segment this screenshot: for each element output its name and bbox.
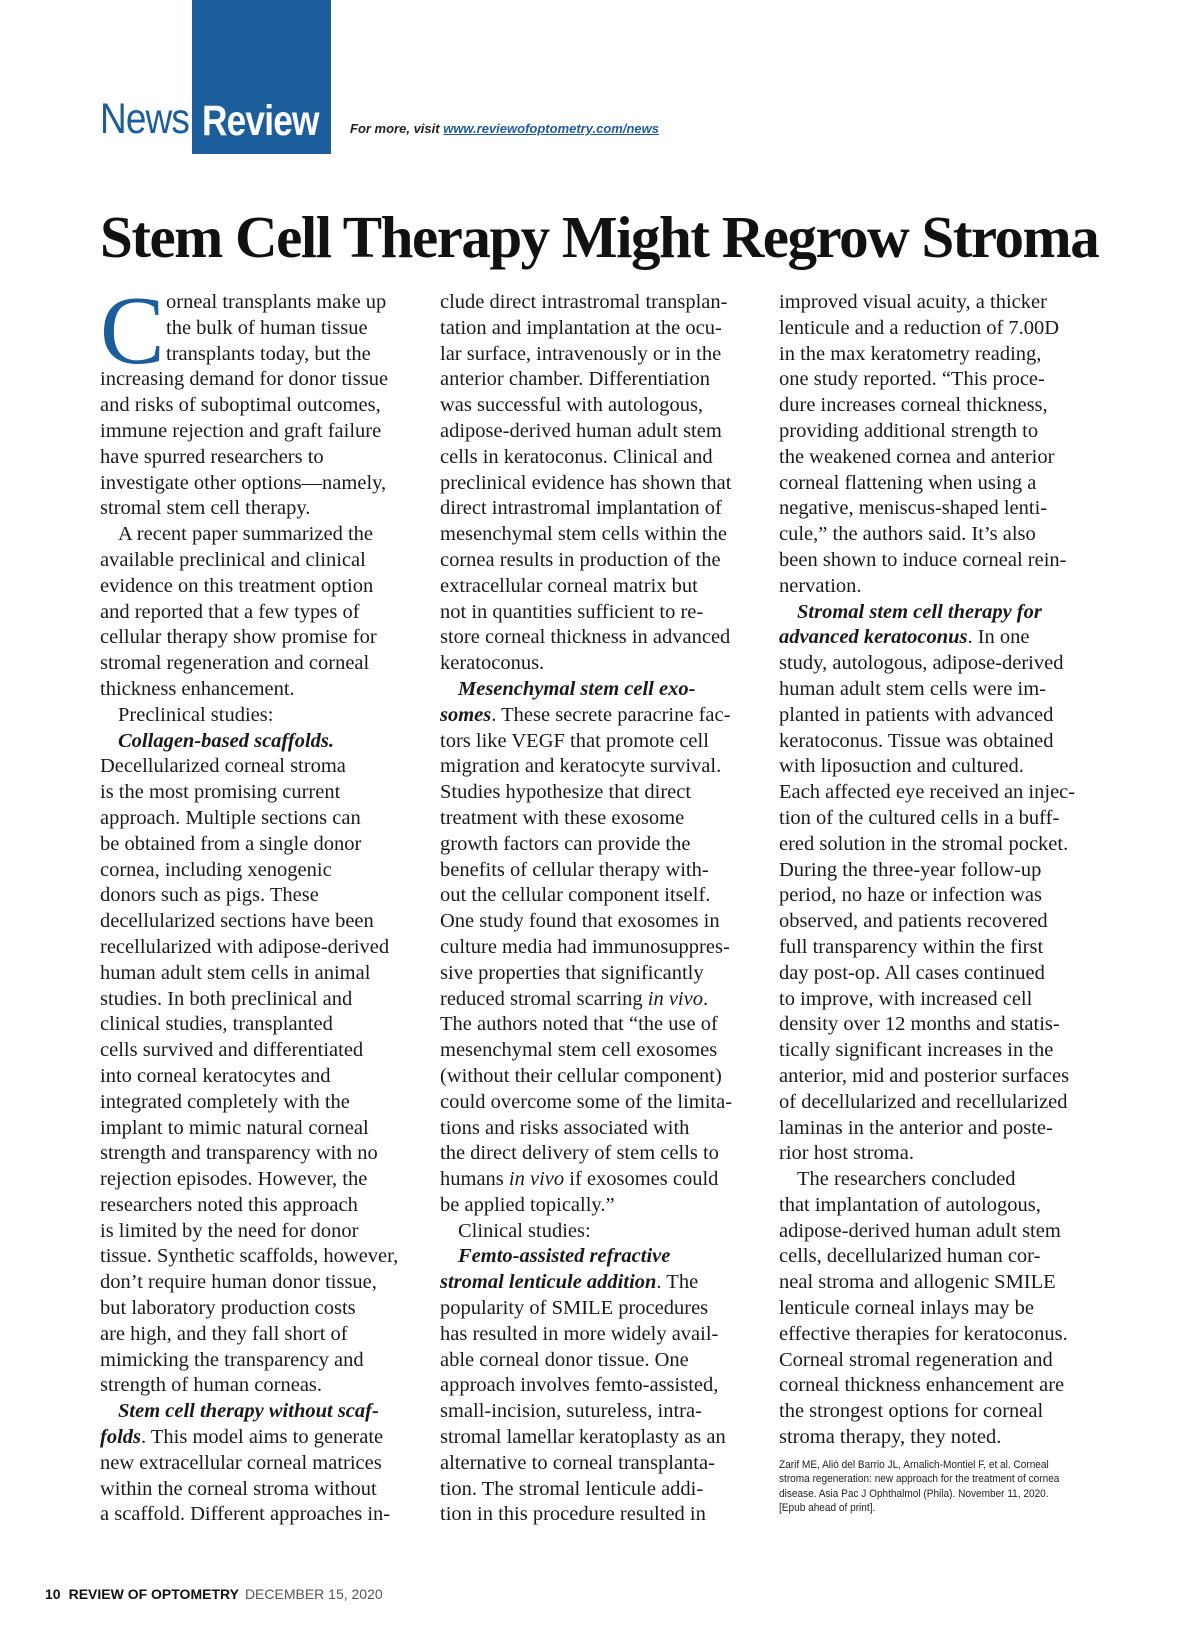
text-line: cornea results in production of the	[440, 548, 721, 571]
section-label-news: News	[100, 95, 190, 143]
text-line: the strongest options for corneal	[779, 1400, 1044, 1423]
text-line: laminas in the anterior and poste-	[779, 1116, 1053, 1139]
text-line: ered solution in the stromal pocket.	[779, 832, 1069, 855]
text-line: lar surface, intravenously or in the	[440, 342, 722, 365]
text-line: period, no haze or infection was	[779, 884, 1042, 907]
reference-line: [Epub ahead of print].	[779, 1502, 876, 1515]
reference-line: disease. Asia Pac J Ophthalmol (Phila). November 11, 2020.	[779, 1487, 1049, 1500]
subhead-without-scaffolds: Stem cell therapy without scaf-	[118, 1400, 379, 1423]
text-line: day post-op. All cases continued	[779, 961, 1045, 984]
text-line: recellularized with adipose-derived	[100, 935, 390, 958]
text-line: tion. The stromal lenticule addi-	[440, 1477, 704, 1500]
text-line: rior host stroma.	[779, 1142, 914, 1165]
text-line: in the max keratometry reading,	[779, 342, 1042, 365]
page-number: 10	[45, 1586, 61, 1602]
reference-citation	[779, 1458, 1090, 1516]
text-line: decellularized sections have been	[100, 910, 374, 933]
text-line: alternative to corneal transplanta-	[440, 1451, 715, 1474]
text-line: was successful with autologous,	[440, 394, 704, 417]
text-line: neal stroma and allogenic SMILE	[779, 1271, 1056, 1294]
text-line: strength of human corneas.	[100, 1374, 323, 1397]
text-line: tion in this procedure resulted in	[440, 1503, 706, 1526]
text-line: with liposuction and cultured.	[779, 755, 1024, 778]
section-label-review: Review	[202, 97, 319, 145]
text-line: that implantation of autologous,	[779, 1193, 1041, 1216]
text-line: cellular therapy show promise for	[100, 626, 377, 649]
text-line: mimicking the transparency and	[100, 1348, 364, 1371]
article-column-3	[779, 290, 1095, 1516]
text-line: researchers noted this approach	[100, 1193, 358, 1216]
text-line: dure increases corneal thickness,	[779, 394, 1048, 417]
text-line: clude direct intrastromal transplan-	[440, 291, 728, 313]
subhead-preclinical: Preclinical studies:	[118, 703, 274, 726]
text-line: somes. These secrete paracrine fac-	[440, 703, 731, 726]
text-line: tions and risks associated with	[440, 1116, 690, 1139]
text-line: immune rejection and graft failure	[100, 419, 382, 442]
text-line: lenticule corneal inlays may be	[779, 1297, 1035, 1320]
text-line: anterior chamber. Differentiation	[440, 368, 710, 391]
text-line: increasing demand for donor tissue	[100, 368, 389, 391]
subhead-collagen-scaffolds: Collagen-based scaffolds.	[118, 729, 335, 752]
text-line: improved visual acuity, a thicker	[779, 291, 1047, 313]
text-line: human adult stem cells in animal	[100, 961, 371, 984]
text-line: stromal regeneration and corneal	[100, 652, 370, 675]
text-line: providing additional strength to	[779, 419, 1039, 442]
text-line: tion of the cultured cells in a buff-	[779, 806, 1060, 829]
reference-line: stroma regeneration: new approach for the treatment of cornea	[779, 1473, 1060, 1486]
subhead-clinical: Clinical studies:	[458, 1219, 591, 1242]
text-line: One study found that exosomes in	[440, 910, 720, 933]
text-line: studies. In both preclinical and	[100, 987, 353, 1010]
text-line: implant to mimic natural corneal	[100, 1116, 369, 1139]
text-line: and risks of suboptimal outcomes,	[100, 394, 381, 417]
text-line: During the three-year follow-up	[779, 858, 1042, 881]
text-line: not in quantities sufficient to re-	[440, 600, 704, 623]
text-line: has resulted in more widely avail-	[440, 1322, 719, 1345]
text-line: within the corneal stroma without	[100, 1477, 377, 1500]
article-column-2	[440, 290, 751, 1528]
text-line: stroma therapy, they noted.	[779, 1426, 1002, 1449]
text-line: is the most promising current	[100, 781, 341, 804]
text-line: investigate other options—namely,	[100, 471, 387, 494]
text-line: advanced keratoconus. In one	[779, 626, 1030, 649]
text-line: treatment with these exosome	[440, 806, 685, 829]
text-line: strength and transparency with no	[100, 1142, 378, 1165]
text-line: approach. Multiple sections can	[100, 806, 361, 829]
more-info-line	[350, 121, 659, 136]
text-line: nervation.	[779, 574, 862, 597]
text-line: store corneal thickness in advanced	[440, 626, 731, 649]
text-line: cule,” the authors said. It’s also	[779, 523, 1036, 546]
article-headline: Stem Cell Therapy Might Regrow Stroma	[100, 204, 1099, 270]
text-line: Each affected eye received an injec-	[779, 781, 1076, 804]
text-line: orneal transplants make up	[166, 291, 387, 313]
text-line: able corneal donor tissue. One	[440, 1348, 689, 1371]
text-line: approach involves femto-assisted,	[440, 1374, 719, 1397]
text-line: preclinical evidence has shown that	[440, 471, 732, 494]
text-line: of decellularized and recellularized	[779, 1090, 1068, 1113]
text-line: new extracellular corneal matrices	[100, 1451, 382, 1474]
text-line: donors such as pigs. These	[100, 884, 319, 907]
subhead-advanced-keratoconus: Stromal stem cell therapy for	[797, 600, 1042, 623]
text-line: full transparency within the first	[779, 935, 1044, 958]
text-line: tissue. Synthetic scaffolds, however,	[100, 1245, 399, 1268]
reference-line: Zarif ME, Alió del Barrio JL, Arnalich-Montiel F, et al. Corneal	[779, 1458, 1049, 1471]
text-line: density over 12 months and statis-	[779, 1013, 1060, 1036]
text-line: have spurred researchers to	[100, 445, 324, 468]
text-line: keratoconus. Tissue was obtained	[779, 729, 1054, 752]
text-line: culture media had immunosuppres-	[440, 935, 730, 958]
text-line: integrated completely with the	[100, 1090, 350, 1113]
text-line: cells, decellularized human cor-	[779, 1245, 1041, 1268]
drop-cap: C	[100, 277, 165, 384]
text-line: one study reported. “This proce-	[779, 368, 1045, 391]
text-line: don’t require human donor tissue,	[100, 1271, 377, 1294]
text-line: study, autologous, adipose-derived	[779, 652, 1064, 675]
text-line: corneal flattening when using a	[779, 471, 1037, 494]
text-line: adipose-derived human adult stem	[779, 1219, 1061, 1242]
text-line: tically significant increases in the	[779, 1039, 1054, 1062]
text-line: a scaffold. Different approaches in-	[100, 1503, 391, 1526]
text-line: and reported that a few types of	[100, 600, 360, 623]
text-line: negative, meniscus-shaped lenti-	[779, 497, 1048, 520]
text-line: thickness enhancement.	[100, 677, 295, 700]
subhead-exosomes: Mesenchymal stem cell exo-	[458, 677, 696, 700]
text-line: be obtained from a single donor	[100, 832, 362, 855]
text-line: could overcome some of the limita-	[440, 1090, 733, 1113]
text-line: are high, and they fall short of	[100, 1322, 348, 1345]
text-line: growth factors can provide the	[440, 832, 691, 855]
text-line: to improve, with increased cell	[779, 987, 1033, 1010]
text-line: stromal stem cell therapy.	[100, 497, 311, 520]
text-line: planted in patients with advanced	[779, 703, 1054, 726]
text-line: anterior, mid and posterior surfaces	[779, 1064, 1070, 1087]
text-line: human adult stem cells were im-	[779, 677, 1046, 700]
text-line: the bulk of human tissue	[166, 316, 368, 339]
text-line: keratoconus.	[440, 652, 545, 675]
text-line: sive properties that significantly	[440, 961, 704, 984]
text-line: the weakened cornea and anterior	[779, 445, 1055, 468]
text-line: extracellular corneal matrix but	[440, 574, 698, 597]
text-line: into corneal keratocytes and	[100, 1064, 331, 1087]
text-line: effective therapies for keratoconus.	[779, 1322, 1068, 1345]
magazine-name: REVIEW OF OPTOMETRY	[68, 1586, 239, 1602]
text-line: benefits of cellular therapy with-	[440, 858, 709, 881]
text-line: cells survived and differentiated	[100, 1039, 364, 1062]
text-line: The authors noted that “the use of	[440, 1013, 718, 1036]
text-line: mesenchymal stem cell exosomes	[440, 1039, 718, 1062]
text-line: the direct delivery of stem cells to	[440, 1142, 719, 1165]
article-column-1	[100, 277, 410, 1528]
text-line: small-incision, sutureless, intra-	[440, 1400, 702, 1423]
text-line: direct intrastromal implantation of	[440, 497, 722, 520]
text-line: A recent paper summarized the	[118, 523, 373, 546]
text-line: tors like VEGF that promote cell	[440, 729, 709, 752]
text-line: observed, and patients recovered	[779, 910, 1048, 933]
text-line: Corneal stromal regeneration and	[779, 1348, 1053, 1371]
text-line: been shown to induce corneal rein-	[779, 548, 1067, 571]
text-line: clinical studies, transplanted	[100, 1013, 333, 1036]
subhead-femto-lenticule: Femto-assisted refractive	[458, 1245, 671, 1268]
text-line: cells in keratoconus. Clinical and	[440, 445, 713, 468]
text-line: evidence on this treatment option	[100, 574, 374, 597]
text-line: available preclinical and clinical	[100, 548, 366, 571]
page-footer	[45, 1586, 383, 1602]
text-line: folds. This model aims to generate	[100, 1426, 384, 1449]
text-line: migration and keratocyte survival.	[440, 755, 722, 778]
text-line: (without their cellular component)	[440, 1064, 722, 1087]
text-line: Studies hypothesize that direct	[440, 781, 692, 804]
text-line: reduced stromal scarring in vivo.	[440, 987, 709, 1010]
text-line: tation and implantation at the ocu-	[440, 316, 722, 339]
text-line: transplants today, but the	[166, 342, 371, 365]
text-line: but laboratory production costs	[100, 1297, 356, 1320]
news-link[interactable]: www.reviewofoptometry.com/news	[443, 121, 659, 136]
text-line: popularity of SMILE procedures	[440, 1297, 709, 1320]
text-line: out the cellular component itself.	[440, 884, 711, 907]
text-line: cornea, including xenogenic	[100, 858, 332, 881]
text-line: stromal lenticule addition. The	[440, 1271, 699, 1294]
text-line: adipose-derived human adult stem	[440, 419, 722, 442]
text-line: humans in vivo if exosomes could	[440, 1168, 719, 1191]
issue-date: DECEMBER 15, 2020	[244, 1586, 383, 1602]
text-line: lenticule and a reduction of 7.00D	[779, 316, 1060, 339]
text-line: stromal lamellar keratoplasty as an	[440, 1426, 726, 1449]
more-info-prefix: For more, visit	[350, 121, 444, 136]
text-line: Decellularized corneal stroma	[100, 755, 346, 778]
text-line: be applied topically.”	[440, 1193, 615, 1216]
text-line: corneal thickness enhancement are	[779, 1374, 1065, 1397]
text-line: is limited by the need for donor	[100, 1219, 359, 1242]
text-line: mesenchymal stem cells within the	[440, 523, 727, 546]
text-line: rejection episodes. However, the	[100, 1168, 368, 1191]
text-line: The researchers concluded	[797, 1168, 1016, 1191]
